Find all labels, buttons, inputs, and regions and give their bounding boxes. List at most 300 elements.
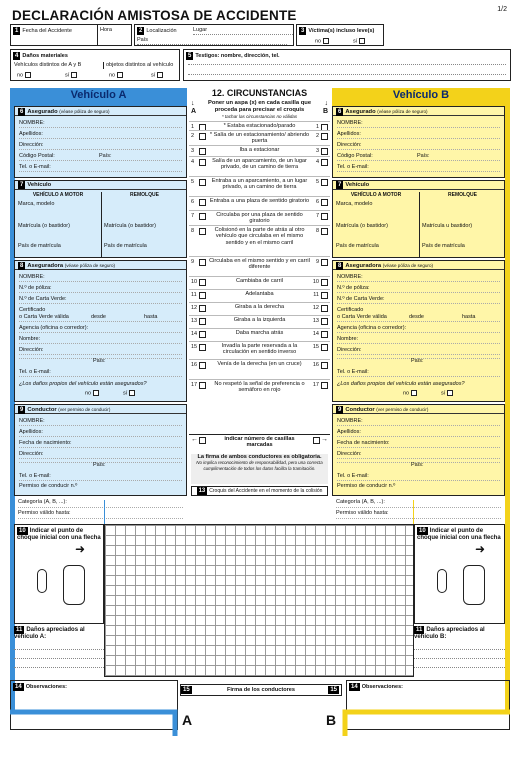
circumstance-a-checkbox[interactable] — [199, 382, 206, 389]
motor-label: VEHÍCULO A MOTOR — [350, 192, 402, 198]
circumstance-b-checkbox[interactable] — [321, 133, 328, 140]
vehicle-b-header — [332, 88, 510, 106]
item-number-a: 7 — [191, 213, 195, 219]
yes-label: sí — [353, 38, 358, 45]
section-number: 9 — [20, 407, 24, 413]
section-5-witnesses[interactable] — [183, 49, 511, 81]
trailer-country-label: País de matrícula — [422, 243, 465, 249]
driver-country-row[interactable] — [337, 462, 500, 468]
item-number-b: 6 — [315, 199, 319, 205]
driver-name-field[interactable]: NOMBRE: — [19, 418, 182, 426]
circumstance-a-checkbox[interactable] — [199, 148, 206, 155]
plate-country-label: País de matrícula — [18, 243, 61, 249]
insurer-label: Aseguradora — [27, 263, 64, 269]
insured-label: Asegurado — [27, 109, 58, 115]
section-number: 13 — [198, 488, 206, 494]
circumstance-item — [189, 145, 330, 156]
plate-label: Matrícula (o bastidor) — [18, 223, 70, 229]
item-number-a: 5 — [191, 179, 195, 185]
item-number-b: 13 — [312, 318, 319, 324]
country-label: País: — [417, 153, 430, 159]
item-number-a: 16 — [191, 362, 198, 368]
circumstances-title: 12. CIRCUNSTANCIAS — [211, 88, 308, 98]
section-number: 14 — [15, 684, 22, 690]
section-number: 8 — [20, 263, 24, 269]
vehicles-no-checkbox[interactable] — [25, 72, 31, 78]
make-model-label: Marca, modelo — [336, 201, 373, 207]
section-7-vehicle-b — [332, 180, 505, 258]
insurer-name-field[interactable]: NOMBRE: — [337, 274, 500, 282]
trailer-plate-label: Matrícula (o bastidor) — [104, 223, 156, 229]
driver-label: Conductor — [27, 407, 57, 413]
document-title: DECLARACIÓN AMISTOSA DE ACCIDENTE — [12, 8, 297, 23]
driver-address-field[interactable]: Dirección: — [337, 451, 500, 459]
postal-label: Código Postal: — [337, 153, 373, 159]
vehicle-a-header — [10, 88, 187, 106]
item-number-b: 4 — [315, 159, 319, 165]
motorcycle-icon[interactable] — [37, 569, 47, 593]
circumstance-item — [189, 328, 330, 341]
make-model-label: Marca, modelo — [18, 201, 55, 207]
yes-label: sí — [65, 72, 70, 79]
section-15-signatures — [180, 684, 342, 696]
signature-note-text: No implica reconocimiento de responsabilidad, pero una correcta cumplimentación de todos los datos facilita la tramitación. — [196, 460, 323, 471]
circumstance-b-checkbox[interactable] — [321, 199, 328, 206]
circumstance-a-checkbox[interactable] — [199, 344, 206, 351]
section-number: 15 — [183, 687, 190, 693]
victims-label: Víctima(s) incluso leve(s) — [308, 28, 375, 34]
item-number-a: 14 — [191, 331, 198, 337]
own-damage-label: ¿Los daños propios del vehículo están asegurados? — [337, 381, 465, 387]
agency-field[interactable]: Agencia (oficina o corredor): — [337, 325, 500, 333]
circumstance-a-checkbox[interactable] — [199, 159, 206, 166]
circumstance-item — [189, 289, 330, 302]
circumstance-a-checkbox[interactable] — [199, 279, 206, 286]
sketch-frame — [104, 500, 414, 524]
circumstance-a-checkbox[interactable] — [199, 292, 206, 299]
motorcycle-icon[interactable] — [437, 569, 447, 593]
to-label: hasta — [462, 314, 476, 320]
agency-name-field[interactable]: Nombre: — [19, 336, 182, 344]
address-field[interactable]: Dirección: — [19, 142, 182, 150]
surname-field[interactable]: Apellidos: — [337, 131, 500, 139]
section-8-insurer-a — [14, 260, 187, 402]
section-6-insured-a — [14, 106, 187, 178]
trailer-label: REMOLQUE — [101, 192, 187, 258]
count-row — [189, 434, 330, 449]
section-11-damage-b[interactable] — [414, 626, 505, 676]
objects-no-checkbox[interactable] — [117, 72, 123, 78]
circumstance-label: Cambiaba de carril — [236, 278, 283, 284]
circumstance-b-checkbox[interactable] — [321, 213, 328, 220]
agency-field[interactable]: Agencia (oficina o corredor): — [19, 325, 182, 333]
yes-label: sí — [123, 390, 128, 397]
item-number-b: 5 — [315, 179, 319, 185]
item-number-a: 8 — [191, 228, 195, 234]
circumstance-b-checkbox[interactable] — [321, 305, 328, 312]
valid-until-field[interactable]: Permiso válido hasta: — [336, 508, 501, 519]
certificate-label: Certificado — [19, 307, 46, 313]
circumstance-label: Entraba a una plaza de sentido giratorio — [209, 198, 310, 204]
insurer-label: Aseguradora — [345, 263, 382, 269]
item-number-b: 11 — [313, 292, 319, 298]
section-number: 15 — [330, 687, 337, 693]
item-number-b: 12 — [312, 305, 319, 311]
circumstance-a-checkbox[interactable] — [199, 259, 206, 266]
country-label: País: — [93, 358, 106, 364]
country-label: País: — [93, 462, 106, 468]
circumstance-b-checkbox[interactable] — [321, 344, 328, 351]
signature-note-title: La firma de ambos conductores es obligatoria. — [197, 454, 322, 460]
driver-phone-field[interactable]: Tel. o E-mail: — [19, 473, 182, 481]
circumstance-item — [189, 359, 330, 379]
valid-until-field[interactable]: Permiso válido hasta: — [18, 508, 183, 519]
circumstance-label: Entraba a un aparcamiento, a un lugar privado, a un camino de tierra — [211, 178, 308, 191]
name-field[interactable]: NOMBRE: — [19, 120, 182, 128]
circumstance-label: Invadía la parte reservada a la circulación en sentido inverso — [221, 343, 298, 356]
circumstance-item — [189, 276, 330, 289]
impact-label: Indicar el punto de choque inicial con una flecha — [417, 528, 501, 541]
circumstance-b-checkbox[interactable] — [321, 362, 328, 369]
damage-a-label: Daños apreciados al vehículo A: — [14, 627, 85, 640]
no-label: no — [17, 72, 24, 79]
yes-label: sí — [151, 72, 156, 79]
section-10-impact-a — [14, 524, 104, 624]
green-card-field[interactable]: N.º de Carta Verde: — [19, 296, 182, 304]
arrow-right-icon: ➜ — [75, 542, 86, 556]
circumstance-b-checkbox[interactable] — [321, 318, 328, 325]
circumstance-b-checkbox[interactable] — [321, 382, 328, 389]
section-number: 2 — [139, 28, 143, 34]
agency-phone-field[interactable]: Tel. o E-mail: — [19, 369, 182, 377]
column-b-label: B — [322, 108, 328, 115]
insured-sub: (véase póliza de seguro) — [59, 109, 110, 114]
circumstance-label: Circulaba por una plaza de sentido giratorio — [216, 212, 303, 225]
policy-field[interactable]: N.º de póliza: — [337, 285, 500, 293]
circumstance-item — [189, 121, 330, 130]
category-field[interactable]: Categoría (A, B, ...): — [336, 497, 501, 508]
other-vehicles-label: Vehículos distintos de A y B — [14, 62, 82, 68]
country-label: País: — [99, 153, 112, 159]
driver-surname-field[interactable]: Apellidos: — [337, 429, 500, 437]
observations-label: Observaciones: — [361, 684, 403, 690]
count-label: indicar número de casillas marcadas — [224, 436, 295, 449]
circumstance-item — [189, 225, 330, 256]
signature-a-area[interactable] — [180, 696, 261, 736]
surname-field[interactable]: Apellidos: — [19, 131, 182, 139]
vehicle-label: Vehículo — [345, 182, 370, 188]
section-number: 6 — [338, 109, 342, 115]
no-label: no — [109, 72, 116, 79]
policy-field[interactable]: N.º de póliza: — [19, 285, 182, 293]
location-label: Localización — [146, 28, 177, 34]
hour-label: Hora — [97, 25, 112, 45]
trailer-country-label: País de matrícula — [104, 243, 147, 249]
circumstance-item — [189, 256, 330, 276]
section-number: 9 — [338, 407, 342, 413]
circumstance-label: Daba marcha atrás — [235, 330, 284, 336]
circumstance-b-checkbox[interactable] — [321, 292, 328, 299]
insured-yes-checkbox[interactable] — [447, 390, 453, 396]
item-number-a: 10 — [191, 279, 198, 285]
vehicle-label: Vehículo — [27, 182, 52, 188]
victims-no-checkbox[interactable] — [323, 38, 329, 44]
car-icon[interactable] — [463, 565, 485, 605]
driver-sub: (ver permiso de conducir) — [58, 407, 111, 412]
circumstance-a-checkbox[interactable] — [199, 213, 206, 220]
victims-yes-checkbox[interactable] — [359, 38, 365, 44]
arrow-right-icon: ➜ — [475, 542, 486, 556]
phone-field[interactable]: Tel. o E-mail: — [19, 164, 182, 172]
car-icon[interactable] — [63, 565, 85, 605]
signature-note — [191, 454, 328, 484]
bottom-left-arrow — [10, 708, 180, 748]
instructions-text: Poner un aspa (x) en cada casilla que proceda para precisar el croquis — [207, 100, 312, 113]
item-number-b: 16 — [312, 362, 319, 368]
arrow-down-icon: ↓ — [191, 100, 195, 107]
circumstance-item — [189, 176, 330, 196]
agency-phone-field[interactable]: Tel. o E-mail: — [337, 369, 500, 377]
section-8-insurer-b — [332, 260, 505, 402]
circumstance-a-checkbox[interactable] — [199, 305, 206, 312]
no-label: no — [403, 390, 410, 397]
item-number-b: 1 — [315, 124, 319, 130]
no-label: no — [85, 390, 92, 397]
count-b-box[interactable] — [313, 437, 320, 444]
circumstance-a-checkbox[interactable] — [199, 318, 206, 325]
place-label: Lugar — [193, 27, 293, 35]
driver-label: Conductor — [345, 407, 375, 413]
driver-country-row[interactable] — [19, 462, 182, 468]
from-label: desde — [409, 314, 424, 320]
section-9-driver-b — [332, 404, 505, 496]
circumstances-list — [189, 121, 330, 431]
item-number-a: 12 — [191, 305, 198, 311]
circumstance-item — [189, 196, 330, 210]
circumstance-item — [189, 210, 330, 225]
circumstance-b-checkbox[interactable] — [321, 159, 328, 166]
insurer-sub: (véase póliza de seguro) — [64, 263, 116, 268]
circumstance-label: * Estaba estacionado/parado — [223, 123, 296, 129]
column-a-label: A — [191, 108, 197, 115]
insurer-sub: (véase póliza de seguro) — [382, 263, 434, 268]
circumstance-item — [189, 156, 330, 176]
circumstance-a-checkbox[interactable] — [199, 199, 206, 206]
validity-row[interactable] — [337, 314, 500, 322]
arrow-right-icon: → — [321, 436, 328, 443]
circumstance-label: Giraba a la derecha — [234, 304, 285, 310]
section-number: 7 — [338, 182, 342, 188]
driver-surname-field[interactable]: Apellidos: — [19, 429, 182, 437]
driver-address-field[interactable]: Dirección: — [19, 451, 182, 459]
section-3-victims — [296, 24, 384, 46]
green-card-field[interactable]: N.º de Carta Verde: — [337, 296, 500, 304]
sketch-grid[interactable] — [104, 524, 414, 677]
arrow-down-icon: ↓ — [324, 100, 328, 107]
birthdate-field[interactable]: Fecha de nacimiento: — [19, 440, 182, 448]
circumstance-item — [189, 341, 330, 359]
insured-sub: (véase póliza de seguro) — [377, 109, 428, 114]
footer-b-label: B — [326, 712, 337, 728]
birthdate-field[interactable]: Fecha de nacimiento: — [337, 440, 500, 448]
item-number-a: 2 — [191, 133, 195, 139]
address-field[interactable]: Dirección: — [337, 142, 500, 150]
item-number-b: 9 — [315, 259, 319, 265]
section-number: 11 — [416, 627, 423, 633]
circumstance-label: No respetó la señal de preferencia o semáforo en rojo — [214, 381, 305, 394]
certificate-label: Certificado — [337, 307, 364, 313]
yes-label: sí — [441, 390, 446, 397]
vehicle-b-title: Vehículo B — [392, 89, 450, 101]
section-4-damages — [10, 49, 180, 81]
sketch-header — [191, 486, 328, 496]
license-field[interactable]: Permiso de conducir n.º — [337, 483, 396, 489]
circumstance-a-checkbox[interactable] — [199, 362, 206, 369]
section-number: 10 — [419, 528, 426, 534]
circumstance-item — [189, 315, 330, 328]
section-number: 6 — [20, 109, 24, 115]
section-number: 1 — [15, 28, 19, 34]
item-number-b: 15 — [312, 344, 319, 350]
objects-yes-checkbox[interactable] — [157, 72, 163, 78]
item-number-a: 4 — [191, 159, 195, 165]
validity-row[interactable] — [19, 314, 182, 322]
section-number: 4 — [15, 53, 19, 59]
certificate-valid-label: o Carta Verde válida — [19, 314, 69, 320]
circumstance-label: Adelantaba — [245, 291, 274, 297]
circumstance-item — [189, 379, 330, 395]
footer-a-label: A — [182, 712, 193, 728]
other-objects-label: objetos distintos al vehículo — [103, 62, 183, 69]
plate-country-label: País de matrícula — [336, 243, 379, 249]
page-number: 1/2 — [497, 6, 507, 13]
certificate-valid-label: o Carta Verde válida — [337, 314, 387, 320]
circumstance-b-checkbox[interactable] — [321, 148, 328, 155]
circumstance-a-checkbox[interactable] — [199, 133, 206, 140]
postal-row[interactable] — [337, 153, 500, 161]
circumstance-b-checkbox[interactable] — [321, 179, 328, 186]
vehicle-b-stripe — [505, 106, 510, 712]
section-number: 8 — [338, 263, 342, 269]
circumstance-b-checkbox[interactable] — [321, 331, 328, 338]
category-field[interactable]: Categoría (A, B, ...): — [18, 497, 183, 508]
item-number-a: 15 — [191, 344, 198, 350]
item-number-a: 13 — [191, 318, 198, 324]
circumstance-item — [189, 302, 330, 315]
bottom-right-arrow — [342, 708, 510, 748]
section-12-circumstances — [189, 88, 330, 498]
count-a-box[interactable] — [199, 437, 206, 444]
circumstance-label: Venía de la derecha (en un cruce) — [217, 361, 302, 367]
circumstance-a-checkbox[interactable] — [199, 228, 206, 235]
agency-address-field[interactable]: Dirección: — [19, 347, 182, 355]
item-number-a: 9 — [191, 259, 195, 265]
insured-label: Asegurado — [345, 109, 376, 115]
country-label: País: — [411, 462, 424, 468]
phone-field[interactable]: Tel. o E-mail: — [337, 164, 500, 172]
driver-sub: (ver permiso de conducir) — [376, 407, 429, 412]
witnesses-label: Testigos: nombre, dirección, tel. — [195, 53, 280, 59]
section-10-impact-b — [414, 524, 505, 624]
country-label: País — [137, 37, 287, 45]
agency-country-row[interactable] — [19, 358, 182, 364]
circumstance-a-checkbox[interactable] — [199, 179, 206, 186]
trailer-label: REMOLQUE — [419, 192, 505, 258]
own-damage-label: ¿Los daños propios del vehículo están asegurados? — [19, 381, 147, 387]
circumstance-a-checkbox[interactable] — [199, 331, 206, 338]
circumstance-b-checkbox[interactable] — [321, 259, 328, 266]
item-number-b: 17 — [312, 382, 319, 388]
item-number-b: 10 — [312, 279, 319, 285]
driver-phone-field[interactable]: Tel. o E-mail: — [337, 473, 500, 481]
section-2-location[interactable] — [134, 24, 294, 46]
trailer-plate-label: Matrícula u bastidor) — [422, 223, 473, 229]
circumstance-label: Giraba a la izquierda — [233, 317, 286, 323]
item-number-a: 6 — [191, 199, 195, 205]
section-1-date[interactable] — [10, 24, 132, 46]
section-number: 11 — [16, 627, 23, 633]
agency-name-field[interactable]: Nombre: — [337, 336, 500, 344]
item-number-a: 17 — [191, 382, 198, 388]
license-field[interactable]: Permiso de conducir n.º — [19, 483, 78, 489]
insured-yes-checkbox[interactable] — [129, 390, 135, 396]
observations-label: Observaciones: — [25, 684, 67, 690]
item-number-a: 1 — [191, 124, 195, 130]
name-field[interactable]: NOMBRE: — [337, 120, 500, 128]
sketch-label: Croquis del Accidente en el momento de la colisión — [209, 488, 323, 494]
agency-country-row[interactable] — [337, 358, 500, 364]
section-number: 10 — [19, 528, 26, 534]
signatures-label: Firma de los conductores — [226, 687, 296, 693]
country-label: País: — [411, 358, 424, 364]
circumstance-label: Iba a estacionar — [239, 147, 280, 153]
from-label: desde — [91, 314, 106, 320]
circumstance-b-checkbox[interactable] — [321, 279, 328, 286]
motor-label: VEHÍCULO A MOTOR — [32, 192, 84, 198]
postal-label: Código Postal: — [19, 153, 55, 159]
circumstance-label: Circulaba en el mismo sentido y en carril diferente — [209, 258, 310, 271]
section-number: 3 — [301, 28, 305, 34]
vehicles-yes-checkbox[interactable] — [71, 72, 77, 78]
impact-label: Indicar el punto de choque inicial con una flecha — [17, 528, 101, 541]
insurer-name-field[interactable]: NOMBRE: — [19, 274, 182, 282]
driver-name-field[interactable]: NOMBRE: — [337, 418, 500, 426]
circumstance-label: * Salía de un estacionamiento/ abriendo puerta — [209, 132, 310, 145]
plate-label: Matrícula (o bastidor) — [336, 223, 388, 229]
strike-note: * tachar las circunstancias no válidas — [221, 114, 298, 119]
postal-row[interactable] — [19, 153, 182, 161]
section-11-damage-a[interactable] — [14, 626, 104, 676]
to-label: hasta — [144, 314, 158, 320]
circumstance-item — [189, 130, 330, 145]
section-6-insured-b — [332, 106, 505, 178]
insured-no-checkbox[interactable] — [93, 390, 99, 396]
circumstance-b-checkbox[interactable] — [321, 228, 328, 235]
agency-address-field[interactable]: Dirección: — [337, 347, 500, 355]
item-number-a: 11 — [191, 292, 197, 298]
damages-label: Daños materiales — [22, 53, 68, 59]
section-7-vehicle-a — [14, 180, 187, 258]
insured-no-checkbox[interactable] — [411, 390, 417, 396]
item-number-b: 14 — [312, 331, 319, 337]
item-number-b: 2 — [315, 133, 319, 139]
no-label: no — [315, 38, 322, 45]
date-label: Fecha del Accidente — [22, 28, 72, 34]
circumstance-label: Colisionó en la parte de atrás al otro vehículo que circulaba en el mismo sentido y en el mismo carril — [214, 227, 305, 246]
item-number-b: 3 — [315, 148, 319, 154]
item-number-a: 3 — [191, 148, 195, 154]
item-number-b: 7 — [315, 213, 319, 219]
